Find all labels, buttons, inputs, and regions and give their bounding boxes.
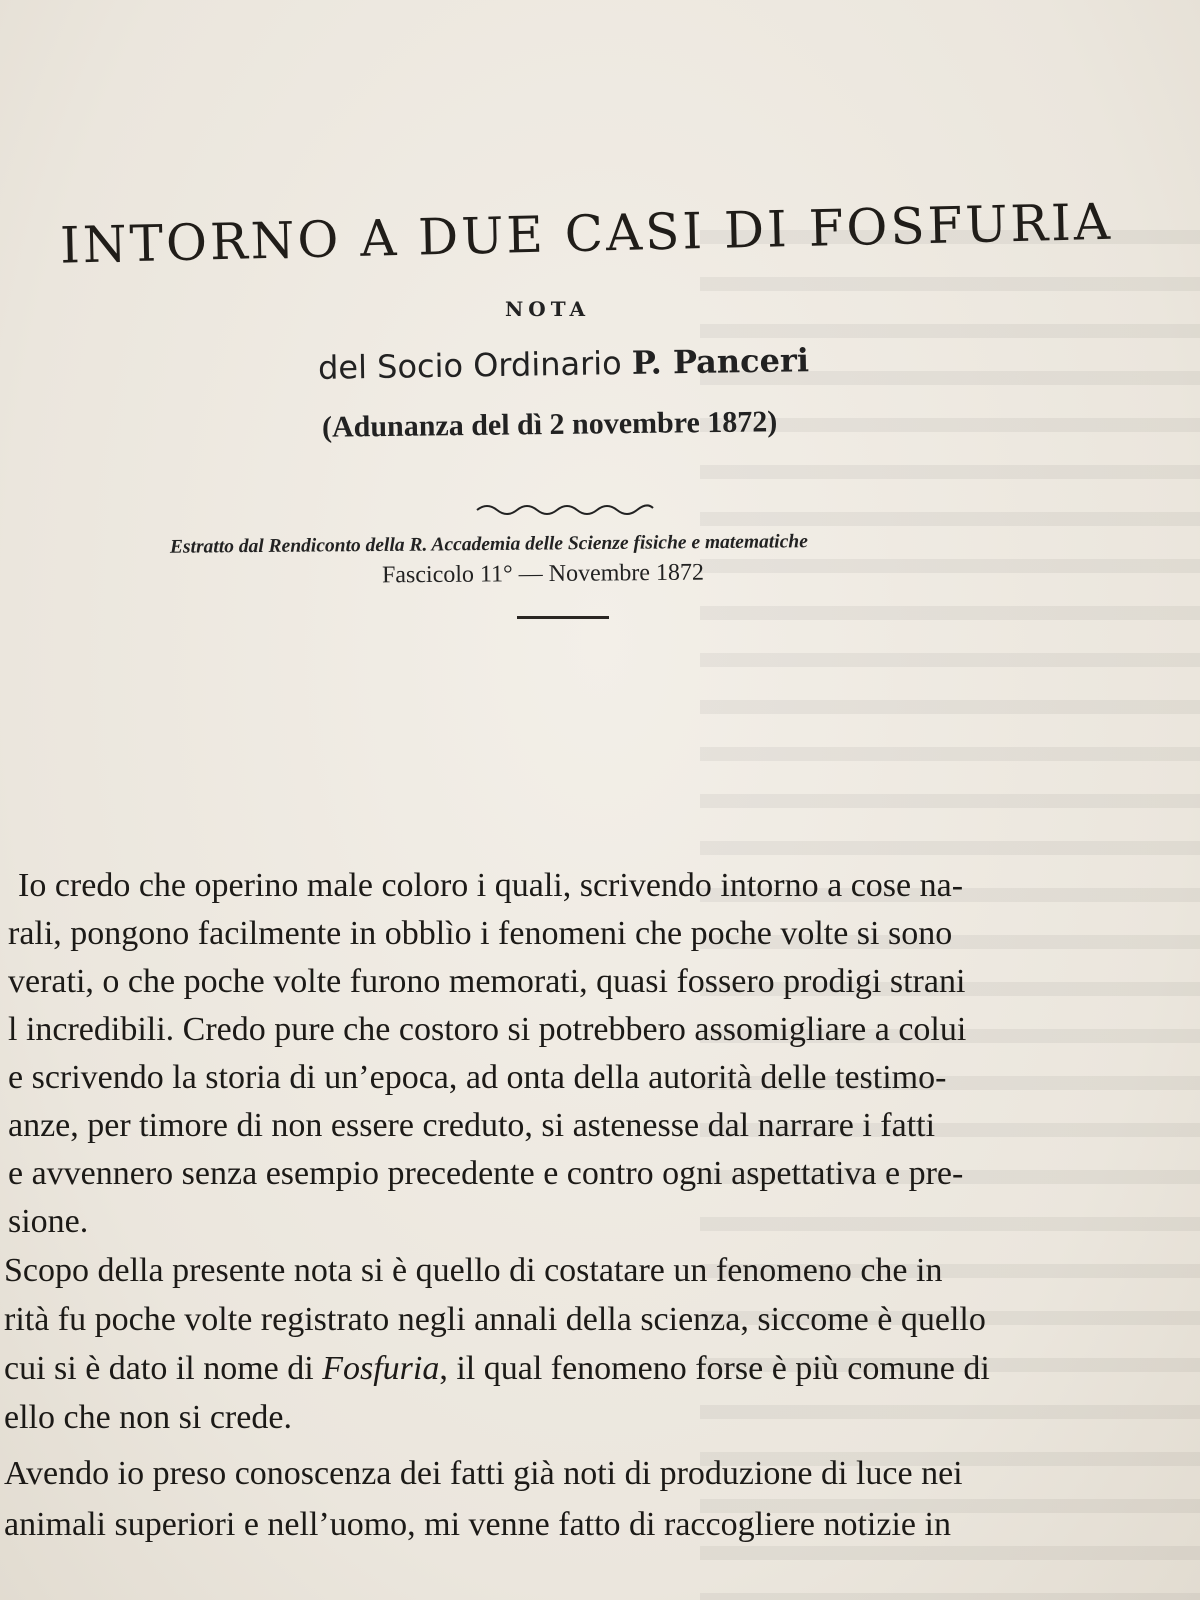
body-line: verati, o che poche volte furono memorati, quasi fossero prodigi strani bbox=[8, 963, 966, 1000]
body-line: anze, per timore di non essere creduto, si astenesse dal narrare i fatti bbox=[8, 1107, 936, 1144]
body-line: sione. bbox=[8, 1203, 89, 1240]
divider-rule bbox=[517, 616, 609, 619]
body-line: Scopo della presente nota si è quello di costatare un fenomeno che in bbox=[4, 1252, 943, 1289]
body-line: e scrivendo la storia di un’epoca, ad onta della autorità delle testimo- bbox=[8, 1059, 947, 1096]
body-line: l incredibili. Credo pure che costoro si potrebbero assomigliare a colui bbox=[8, 1011, 967, 1048]
body-line: rità fu poche volte registrato negli annali della scienza, siccome è quello bbox=[4, 1301, 986, 1338]
extract-issue: Fascicolo 11° — Novembre 1872 bbox=[381, 559, 705, 589]
body-line: Avendo io preso conoscenza dei fatti già noti di produzione di luce nei bbox=[4, 1455, 963, 1492]
author-name: P. Panceri bbox=[631, 341, 810, 382]
author-prefix: del Socio Ordinario bbox=[317, 344, 622, 387]
body-line: cui si è dato il nome di Fosfuria, il qual fenomeno forse è più comune di bbox=[4, 1350, 990, 1387]
page-title: INTORNO A DUE CASI DI FOSFURIA bbox=[59, 192, 1114, 275]
wavy-ornament bbox=[475, 500, 655, 520]
body-line: rali, pongono facilmente in obblìo i fenomeni che poche volte si sono bbox=[8, 915, 953, 952]
extract-source: Estratto dal Rendiconto della R. Accademia delle Scienze fisiche e matematiche bbox=[169, 531, 808, 558]
note-label: NOTA bbox=[505, 297, 591, 321]
author-line bbox=[318, 341, 810, 387]
italic-term: Fosfuria bbox=[322, 1350, 440, 1387]
meeting-date: (Adunanza del dì 2 novembre 1872) bbox=[321, 405, 778, 444]
body-line: animali superiori e nell’uomo, mi venne fatto di raccogliere notizie in bbox=[4, 1506, 951, 1543]
body-line: ello che non si crede. bbox=[4, 1399, 292, 1436]
body-line: e avvennero senza esempio precedente e contro ogni aspettativa e pre- bbox=[8, 1155, 964, 1192]
body-line: Io credo che operino male coloro i quali, scrivendo intorno a cose na- bbox=[18, 867, 964, 904]
